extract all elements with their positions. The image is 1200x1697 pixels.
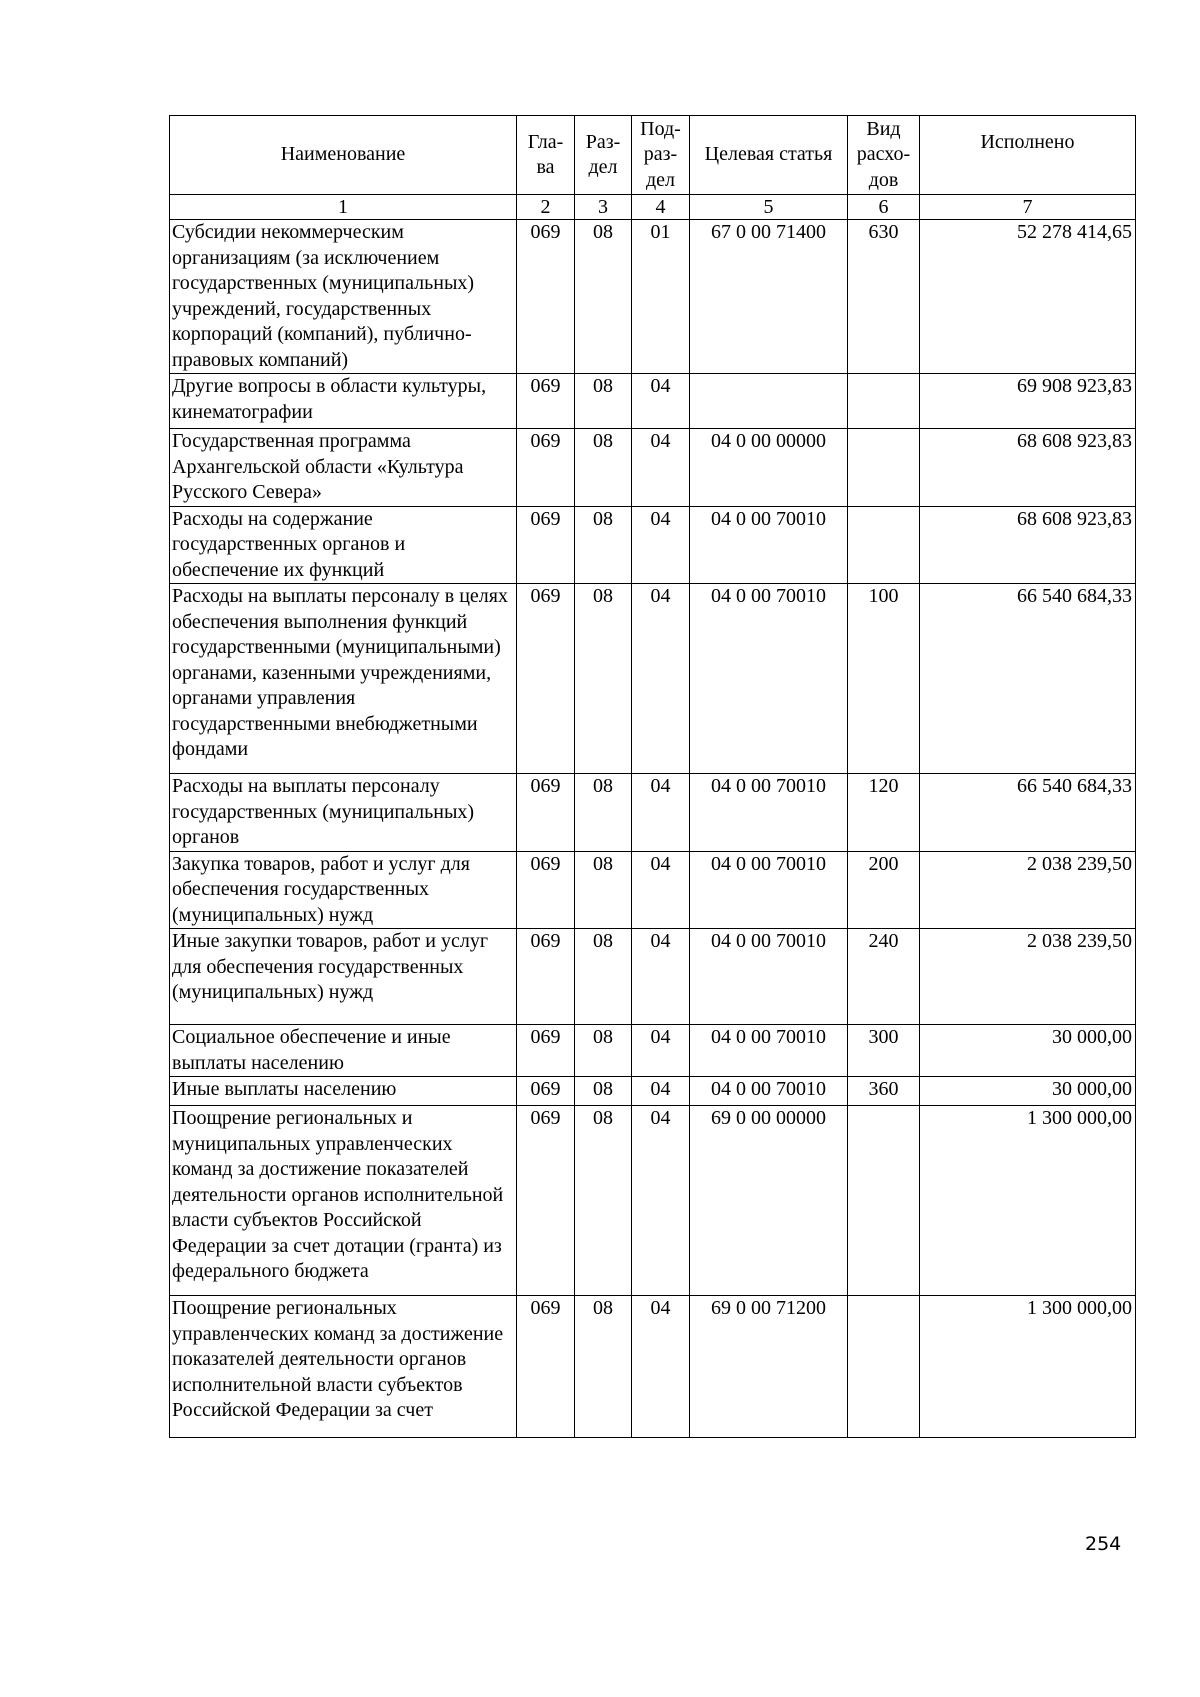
row-razdel: 08 xyxy=(575,929,632,1025)
column-number: 1 xyxy=(170,195,517,220)
row-celevaya-statya: 04 0 00 70010 xyxy=(690,1025,848,1077)
row-vid-rashodov xyxy=(848,1296,920,1438)
row-glava: 069 xyxy=(517,1025,575,1077)
row-podrazdel: 04 xyxy=(632,774,690,852)
row-vid-rashodov xyxy=(848,374,920,429)
row-name: Государственная программа Архангельской области «Культура Русского Севера» xyxy=(170,429,517,507)
table-row xyxy=(170,584,1136,774)
column-number: 7 xyxy=(920,195,1136,220)
table-row xyxy=(170,1296,1136,1438)
row-razdel: 08 xyxy=(575,506,632,584)
row-glava: 069 xyxy=(517,584,575,774)
table-row xyxy=(170,851,1136,929)
column-number: 2 xyxy=(517,195,575,220)
table-row xyxy=(170,374,1136,429)
row-name: Расходы на выплаты персоналу в целях обеспечения выполнения функций государственными (муниципальными) органами, казенными учреждениями, органами управления государственными внебюджетными фондами xyxy=(170,584,517,774)
row-vid-rashodov: 300 xyxy=(848,1025,920,1077)
row-podrazdel: 04 xyxy=(632,374,690,429)
row-glava: 069 xyxy=(517,429,575,507)
row-glava: 069 xyxy=(517,374,575,429)
row-ispolneno: 30 000,00 xyxy=(920,1077,1136,1106)
header-vid-rashodov: Вид расхо- дов xyxy=(848,116,920,195)
row-ispolneno: 2 038 239,50 xyxy=(920,929,1136,1025)
column-number: 3 xyxy=(575,195,632,220)
row-name: Поощрение региональных управленческих команд за достижение показателей деятельности органов исполнительной власти субъектов Российской Федерации за счет xyxy=(170,1296,517,1438)
row-ispolneno: 66 540 684,33 xyxy=(920,584,1136,774)
header-ispolneno: Исполнено xyxy=(920,116,1136,195)
row-name: Поощрение региональных и муниципальных управленческих команд за достижение показателей деятельности органов исполнительной власти субъектов Российской Федерации за счет дотации (гранта) из федерального бюджета xyxy=(170,1106,517,1296)
row-podrazdel: 04 xyxy=(632,851,690,929)
row-razdel: 08 xyxy=(575,774,632,852)
row-vid-rashodov: 120 xyxy=(848,774,920,852)
row-razdel: 08 xyxy=(575,584,632,774)
table-row xyxy=(170,220,1136,374)
row-vid-rashodov: 100 xyxy=(848,584,920,774)
row-razdel: 08 xyxy=(575,220,632,374)
table-row xyxy=(170,929,1136,1025)
row-name: Иные закупки товаров, работ и услуг для обеспечения государственных (муниципальных) нужд xyxy=(170,929,517,1025)
row-ispolneno: 52 278 414,65 xyxy=(920,220,1136,374)
row-celevaya-statya: 04 0 00 70010 xyxy=(690,1077,848,1106)
row-ispolneno: 69 908 923,83 xyxy=(920,374,1136,429)
row-vid-rashodov xyxy=(848,506,920,584)
row-celevaya-statya: 67 0 00 71400 xyxy=(690,220,848,374)
row-podrazdel: 04 xyxy=(632,1106,690,1296)
row-glava: 069 xyxy=(517,929,575,1025)
table-row xyxy=(170,429,1136,507)
table-row xyxy=(170,1106,1136,1296)
row-name: Расходы на содержание государственных органов и обеспечение их функций xyxy=(170,506,517,584)
row-celevaya-statya: 04 0 00 70010 xyxy=(690,506,848,584)
row-celevaya-statya: 04 0 00 00000 xyxy=(690,429,848,507)
row-vid-rashodov: 360 xyxy=(848,1077,920,1106)
row-podrazdel: 04 xyxy=(632,1025,690,1077)
column-number-row xyxy=(170,195,1136,220)
row-celevaya-statya: 69 0 00 00000 xyxy=(690,1106,848,1296)
row-podrazdel: 04 xyxy=(632,429,690,507)
header-row xyxy=(170,116,1136,195)
budget-table-container xyxy=(169,115,1135,1438)
row-name: Закупка товаров, работ и услуг для обеспечения государственных (муниципальных) нужд xyxy=(170,851,517,929)
row-ispolneno: 30 000,00 xyxy=(920,1025,1136,1077)
row-celevaya-statya: 04 0 00 70010 xyxy=(690,929,848,1025)
budget-execution-table xyxy=(169,115,1136,1438)
row-glava: 069 xyxy=(517,851,575,929)
row-razdel: 08 xyxy=(575,1296,632,1438)
row-podrazdel: 04 xyxy=(632,506,690,584)
row-name: Другие вопросы в области культуры, кинематографии xyxy=(170,374,517,429)
row-celevaya-statya: 04 0 00 70010 xyxy=(690,774,848,852)
row-celevaya-statya: 04 0 00 70010 xyxy=(690,584,848,774)
row-celevaya-statya: 04 0 00 70010 xyxy=(690,851,848,929)
row-razdel: 08 xyxy=(575,1106,632,1296)
row-podrazdel: 04 xyxy=(632,1296,690,1438)
header-razdel: Раз- дел xyxy=(575,116,632,195)
table-row xyxy=(170,1025,1136,1077)
row-ispolneno: 68 608 923,83 xyxy=(920,506,1136,584)
row-ispolneno: 68 608 923,83 xyxy=(920,429,1136,507)
row-glava: 069 xyxy=(517,1296,575,1438)
header-glava: Гла- ва xyxy=(517,116,575,195)
row-podrazdel: 04 xyxy=(632,584,690,774)
row-podrazdel: 01 xyxy=(632,220,690,374)
column-number: 6 xyxy=(848,195,920,220)
row-vid-rashodov: 200 xyxy=(848,851,920,929)
column-number: 4 xyxy=(632,195,690,220)
row-celevaya-statya: 69 0 00 71200 xyxy=(690,1296,848,1438)
page-number: 254 xyxy=(1085,1533,1122,1555)
row-name: Иные выплаты населению xyxy=(170,1077,517,1106)
row-ispolneno: 1 300 000,00 xyxy=(920,1106,1136,1296)
row-vid-rashodov xyxy=(848,429,920,507)
row-name: Субсидии некоммерческим организациям (за исключением государственных (муниципальных) учреждений, государственных корпораций (компаний), публично-правовых компаний) xyxy=(170,220,517,374)
row-glava: 069 xyxy=(517,506,575,584)
row-ispolneno: 2 038 239,50 xyxy=(920,851,1136,929)
row-glava: 069 xyxy=(517,774,575,852)
row-razdel: 08 xyxy=(575,429,632,507)
row-celevaya-statya xyxy=(690,374,848,429)
row-razdel: 08 xyxy=(575,851,632,929)
row-razdel: 08 xyxy=(575,1077,632,1106)
row-podrazdel: 04 xyxy=(632,1077,690,1106)
row-name: Социальное обеспечение и иные выплаты населению xyxy=(170,1025,517,1077)
row-name: Расходы на выплаты персоналу государственных (муниципальных) органов xyxy=(170,774,517,852)
table-row xyxy=(170,774,1136,852)
header-celevaya-statya: Целевая статья xyxy=(690,116,848,195)
row-razdel: 08 xyxy=(575,1025,632,1077)
row-ispolneno: 1 300 000,00 xyxy=(920,1296,1136,1438)
table-row xyxy=(170,506,1136,584)
row-glava: 069 xyxy=(517,1077,575,1106)
row-razdel: 08 xyxy=(575,374,632,429)
row-glava: 069 xyxy=(517,220,575,374)
row-podrazdel: 04 xyxy=(632,929,690,1025)
row-vid-rashodov: 240 xyxy=(848,929,920,1025)
row-glava: 069 xyxy=(517,1106,575,1296)
header-podrazdel: Под- раз- дел xyxy=(632,116,690,195)
row-ispolneno: 66 540 684,33 xyxy=(920,774,1136,852)
row-vid-rashodov: 630 xyxy=(848,220,920,374)
table-row xyxy=(170,1077,1136,1106)
column-number: 5 xyxy=(690,195,848,220)
table-body xyxy=(170,195,1136,1438)
header-name: Наименование xyxy=(170,116,517,195)
row-vid-rashodov xyxy=(848,1106,920,1296)
